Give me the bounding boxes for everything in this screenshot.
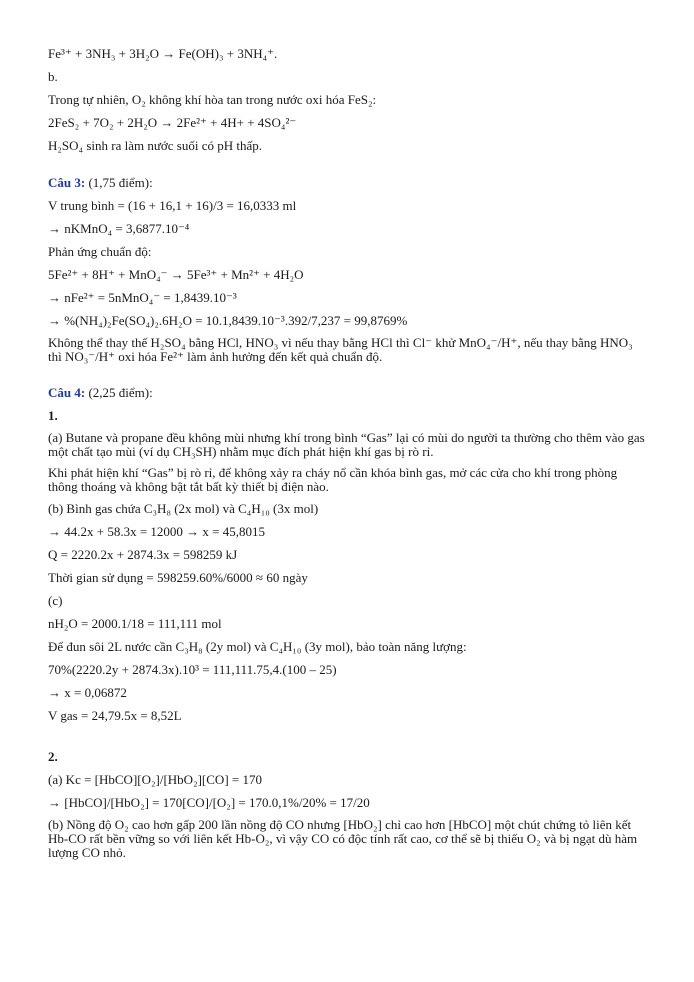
cau4-b-line-3: Q = 2220.2x + 2874.3x = 598259 kJ (48, 547, 238, 562)
text-h2so4: H₂SO₄ sinh ra làm nước suối có pH thấp. (48, 138, 262, 153)
cau4-c-label: (c) (48, 593, 63, 608)
cau4-c-line-2: Để đun sôi 2L nước cần C₃H₈ (2y mol) và C₄H₁₀ (3y mol), bảo toàn năng lượng: (48, 639, 467, 654)
cau4-b-line-4: Thời gian sử dụng = 598259.60%/6000 ≈ 60 ngày (48, 570, 308, 585)
document-page (48, 46, 648, 867)
cau3-line-1: V trung bình = (16 + 16,1 + 16)/3 = 16,0333 ml (48, 198, 297, 213)
cau4-points: (2,25 điểm): (85, 385, 153, 400)
equation-fes2: 2FeS₂ + 7O₂ + 2H₂O → 2Fe²⁺ + 4H+ + 4SO₄²⁻ (48, 115, 297, 130)
label-b: b. (48, 69, 58, 84)
cau4-2a-line-1: (a) Kc = [HbCO][O₂]/[HbO₂][CO] = 170 (48, 772, 262, 787)
cau4-2b-paragraph: (b) Nồng độ O₂ cao hơn gấp 200 lần nồng độ CO nhưng [HbO₂] chỉ cao hơn [HbCO] một chút chứng tỏ liên kết Hb-CO rất bền vững so với liên kết Hb-O₂, vì vậy CO có độc tính rất cao, cơ thể sẽ bị thiếu O₂ và bị ngạt dù hàm lượng CO nhỏ. (48, 817, 638, 860)
cau4-heading-line (48, 385, 648, 401)
cau3-heading: Câu 3: (48, 175, 86, 190)
cau4-part-1: 1. (48, 408, 58, 423)
cau4-heading: Câu 4: (48, 385, 86, 400)
cau3-points: (1,75 điểm): (85, 175, 153, 190)
cau4-b-line-2: → 44.2x + 58.3x = 12000 → x = 45,8015 (48, 524, 265, 539)
cau4-para-leak: Khi phát hiện khí “Gas” bị rò rỉ, để không xảy ra cháy nổ cần khóa bình gas, mở các cửa cho khí trong phòng thông thoáng và không bật tắt bất kỳ thiết bị điện nào. (48, 465, 618, 494)
cau4-2a-line-2: → [HbCO]/[HbO₂] = 170[CO]/[O₂] = 170.0,1%/20% = 17/20 (48, 795, 370, 810)
text-natural-oxidation: Trong tự nhiên, O₂ không khí hòa tan trong nước oxi hóa FeS₂: (48, 92, 377, 107)
cau3-line-2: → nKMnO₄ = 3,6877.10⁻⁴ (48, 221, 190, 236)
cau3-heading-line (48, 175, 648, 191)
cau4-c-line-4: → x = 0,06872 (48, 685, 127, 700)
cau4-para-a: (a) Butane và propane đều không mùi nhưng khí trong bình “Gas” lại có mùi do người ta thường cho thêm vào gas một chất tạo mùi (ví dụ CH₃SH) nhằm mục đích phát hiện khí gas bị rò rỉ. (48, 430, 645, 459)
cau3-line-4: 5Fe²⁺ + 8H⁺ + MnO₄⁻ → 5Fe³⁺ + Mn²⁺ + 4H₂O (48, 267, 304, 282)
cau3-line-3: Phản ứng chuẩn độ: (48, 244, 152, 259)
cau4-c-line-1: nH₂O = 2000.1/18 = 111,111 mol (48, 616, 222, 631)
cau4-part-2: 2. (48, 749, 58, 764)
cau4-c-line-5: V gas = 24,79.5x = 8,52L (48, 708, 182, 723)
cau4-c-line-3: 70%(2220.2y + 2874.3x).10³ = 111,111.75,4.(100 – 25) (48, 662, 337, 677)
cau4-b-line-1: (b) Bình gas chứa C₃H₈ (2x mol) và C₄H₁₀ (3x mol) (48, 501, 319, 516)
cau3-line-5: → nFe²⁺ = 5nMnO₄⁻ = 1,8439.10⁻³ (48, 290, 237, 305)
cau3-paragraph: Không thể thay thế H₂SO₄ bằng HCl, HNO₃ vì nếu thay bằng HCl thì Cl⁻ khử MnO₄⁻/H⁺, nếu thay bằng HNO₃ thì NO₃⁻/H⁺ oxi hóa Fe²⁺ làm ảnh hưởng đến kết quả chuẩn độ. (48, 335, 633, 364)
cau3-line-6: → %(NH₄)₂Fe(SO₄)₂.6H₂O = 10.1,8439.10⁻³.392/7,237 = 99,8769% (48, 313, 408, 328)
equation-fe-nh3: Fe³⁺ + 3NH₃ + 3H₂O → Fe(OH)₃ + 3NH₄⁺. (48, 46, 278, 61)
